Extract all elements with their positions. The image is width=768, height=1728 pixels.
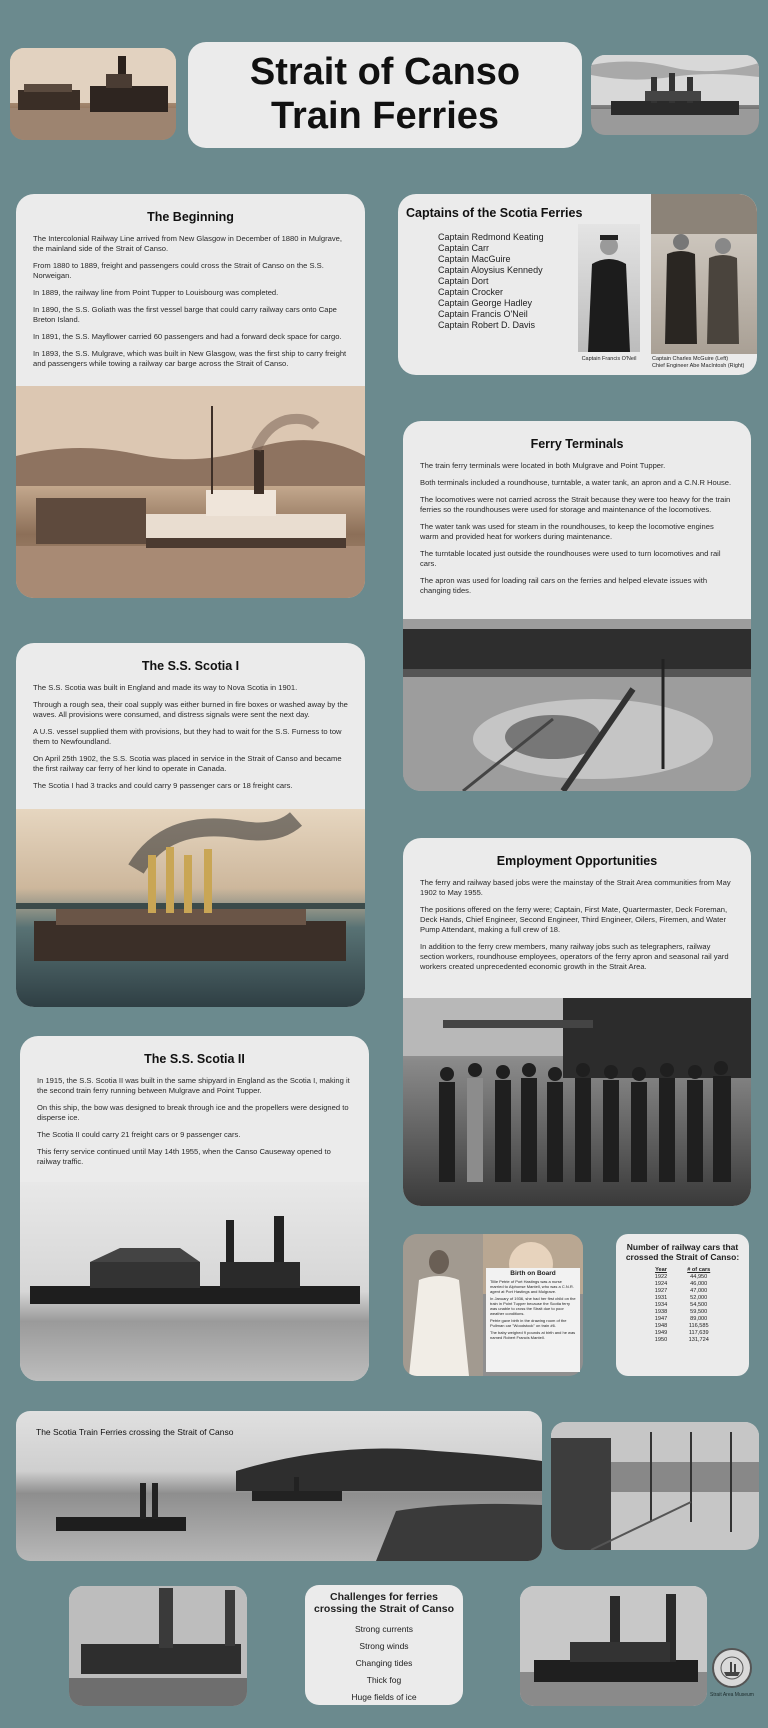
birth-paragraph: Tillie Petrie of Port Hastings was a nurse married to Alphonse Mantell, who was a C.N.R. agent at Port Hastings and Mulgrave.	[490, 1279, 574, 1294]
scotia1-heading: The S.S. Scotia I	[141, 659, 240, 673]
captain-mcguire-photo	[651, 194, 757, 354]
scotia2-paragraph: In 1915, the S.S. Scotia II was built in the same shipyard in England as the Scotia I, making it the second train ferry running between Mulgrave and Point Tupper.	[37, 1076, 350, 1095]
roundhouse-photo	[403, 619, 751, 791]
captain-name: Captain Carr	[438, 243, 490, 253]
captain-name: Captain Robert D. Davis	[438, 320, 536, 330]
crossing-photo	[16, 1411, 542, 1561]
museum-seal-icon	[714, 1650, 750, 1686]
terminals-paragraph: The turntable located just outside the roundhouses were used to turn locomotives and rail cars.	[420, 549, 721, 568]
birth-paragraph: In January of 1936, she had her first child on the train in Point Tupper because the Scotia ferry was unable to cross the Strait due to poor weather conditions.	[490, 1296, 576, 1316]
table-row: 1924 46,000	[654, 1280, 708, 1287]
scotia2-card	[20, 1036, 369, 1381]
terminals-paragraph: Both terminals included a roundhouse, turntable, a water tank, an apron and a C.N.R House.	[420, 478, 732, 487]
beginning-paragraph: From 1880 to 1889, freight and passengers could cross the Strait of Canso on the S.S. Norweigan.	[33, 261, 324, 280]
caption-captain-oneil: Captain Francis O'Neil	[581, 356, 637, 362]
top-right-ferry-photo	[591, 55, 759, 135]
birth-paragraph: Petrie gave birth in the drawing room of the Pullman car "Woodstock" on train #6.	[490, 1318, 567, 1328]
beginning-paragraph: In 1891, the S.S. Mayflower carried 60 passengers and had a forward deck space for cargo.	[33, 332, 342, 341]
scotia2-paragraph: This ferry service continued until May 14th 1955, when the Canso Causeway opened to railway traffic.	[37, 1147, 331, 1166]
scotia1-card	[16, 643, 365, 1007]
top-left-ferry-photo	[10, 48, 176, 140]
challenges-card	[305, 1585, 463, 1705]
challenges-heading: Challenges for ferries crossing the Strait of Canso	[313, 1591, 455, 1615]
employment-heading: Employment Opportunities	[496, 854, 658, 868]
table-row: 1948 116,585	[654, 1322, 709, 1329]
caption-captain-mcguire: Captain Charles McGuire (Left) Chief Engineer Abe MacIntosh (Right)	[652, 356, 745, 369]
title-banner	[188, 42, 582, 148]
captain-name: Captain Dort	[438, 276, 489, 286]
railway-cars-table	[645, 1266, 720, 1343]
captain-name: Captain George Hadley	[438, 298, 533, 308]
museum-caption: Strait Area Museum	[710, 1692, 754, 1698]
scotia2-paragraph: On this ship, the bow was designed to break through ice and the propellers were designed to disperse ice.	[37, 1103, 349, 1122]
col-cars-header: # of cars	[687, 1266, 711, 1273]
captain-name: Captain Crocker	[438, 287, 504, 297]
museum-seal	[712, 1648, 752, 1688]
scotia1-paragraph: A U.S. vessel supplied them with provisions, but they had to wait for the S.S. Furness to tow them to Newfoundland.	[33, 727, 342, 746]
beginning-card	[16, 194, 365, 598]
challenge-item: Huge fields of ice	[351, 1692, 417, 1702]
captain-name: Captain Aloysius Kennedy	[438, 265, 543, 275]
challenge-item: Thick fog	[366, 1675, 402, 1685]
title-line-2: Train Ferries	[270, 95, 500, 137]
table-row: 1922 44,950	[654, 1273, 708, 1280]
captains-heading: Captains of the Scotia Ferries	[406, 206, 583, 220]
table-row: 1950 131,724	[654, 1336, 709, 1343]
challenge-item: Changing tides	[355, 1658, 413, 1668]
birth-heading: Birth on Board	[510, 1270, 556, 1277]
scotia1-paragraph: Through a rough sea, their coal supply was either burned in fire boxes or washed away by the waves. All provisions were consumed, and distress signals were sent the next day.	[33, 700, 348, 719]
birth-paragraph: The baby weighed 9 pounds at birth and he was named Robert Francis Mantell.	[490, 1330, 576, 1340]
railway-cars-heading: Number of railway cars that crossed the Strait of Canso:	[625, 1242, 740, 1262]
beginning-paragraph: In 1889, the railway line from Point Tupper to Louisbourg was completed.	[33, 288, 279, 297]
terminals-card	[403, 421, 751, 791]
crew-photo	[403, 998, 751, 1206]
bottom-right-ferry-photo	[520, 1586, 707, 1706]
table-row: 1934 54,500	[654, 1301, 708, 1308]
birth-text-box	[486, 1268, 580, 1372]
captains-card	[398, 194, 757, 375]
beginning-paragraph: In 1890, the S.S. Goliath was the first vessel barge that could carry railway cars onto Cape Breton Island.	[33, 305, 337, 324]
employment-paragraph: In addition to the ferry crew members, many railway jobs such as telegraphers, railway section workers, roundhouse employees, operators of the ferry apron and seasonal rail yard workers created unprecedented economic growth in the Strait Area.	[420, 942, 729, 971]
scotia1-photo	[16, 809, 365, 1007]
title-line-1: Strait of Canso	[249, 51, 521, 93]
terminal-rail-yard-photo	[551, 1422, 759, 1550]
scotia2-paragraph: The Scotia II could carry 21 freight cars or 9 passenger cars.	[37, 1130, 241, 1139]
table-row: 1938 59,500	[654, 1308, 708, 1315]
terminals-paragraph: The water tank was used for steam in the roundhouses, to keep the locomotive engines warm and provided heat for workers during maintenance.	[420, 522, 714, 541]
scotia1-paragraph: The Scotia I had 3 tracks and could carry 9 passenger cars or 18 freight cars.	[33, 781, 293, 790]
employment-paragraph: The positions offered on the ferry were; Captain, First Mate, Quartermaster, Deck Foreman, Deck Hands, Chief Engineer, Second Engineer, Third Engineer, Oilers, Firemen, and Water Pump Attendant, making a full crew of 18.	[420, 905, 728, 934]
railway-cars-card	[616, 1234, 749, 1376]
terminals-heading: Ferry Terminals	[530, 437, 624, 451]
beginning-paragraph: In 1893, the S.S. Mulgrave, which was built in New Glasgow, was the first ship to carry freight and passengers while towing a railway car barge across the Strait of Canso.	[33, 349, 347, 368]
terminals-paragraph: The train ferry terminals were located in both Mulgrave and Point Tupper.	[420, 461, 666, 470]
captain-name: Captain MacGuire	[438, 254, 511, 264]
terminals-paragraph: The apron was used for loading rail cars on the ferries and helped elevate issues with changing tides.	[420, 576, 708, 595]
beginning-heading: The Beginning	[147, 210, 234, 224]
scotia2-heading: The S.S. Scotia II	[144, 1052, 245, 1066]
captain-oneil-photo	[578, 224, 640, 352]
scotia2-photo	[20, 1182, 369, 1381]
challenge-item: Strong winds	[359, 1641, 409, 1651]
challenge-item: Strong currents	[354, 1624, 414, 1634]
scotia1-paragraph: On April 25th 1902, the S.S. Scotia was placed in service in the Strait of Canso and became the first railway car ferry of her kind to operate in Canada.	[33, 754, 342, 773]
captains-list	[438, 232, 544, 331]
beginning-paragraph: The Intercolonial Railway Line arrived from New Glasgow in December of 1880 in Mulgrave, the mainland side of the Strait of Canso.	[33, 234, 342, 253]
scotia1-paragraph: The S.S. Scotia was built in England and made its way to Nova Scotia in 1901.	[33, 683, 298, 692]
table-row: 1949 117,639	[654, 1329, 709, 1336]
bottom-left-ferry-photo	[69, 1586, 247, 1706]
terminals-paragraph: The locomotives were not carried across the Strait because they were too heavy for the train ferries so the roundhouses were used for storage and maintenance of the locomotives.	[420, 495, 731, 514]
table-row: 1947 89,000	[654, 1315, 708, 1322]
employment-paragraph: The ferry and railway based jobs were the mainstay of the Strait Area communities from May 1902 to May 1955.	[420, 878, 731, 897]
table-row: 1931 52,000	[654, 1294, 708, 1301]
mulgrave-ferry-photo	[16, 386, 365, 598]
crossing-caption: The Scotia Train Ferries crossing the Strait of Canso	[36, 1427, 234, 1437]
table-row: 1927 47,000	[654, 1287, 708, 1294]
captain-name: Captain Redmond Keating	[438, 232, 544, 242]
col-year-header: Year	[655, 1266, 667, 1273]
employment-card	[403, 838, 751, 1206]
captain-name: Captain Francis O'Neil	[438, 309, 528, 319]
